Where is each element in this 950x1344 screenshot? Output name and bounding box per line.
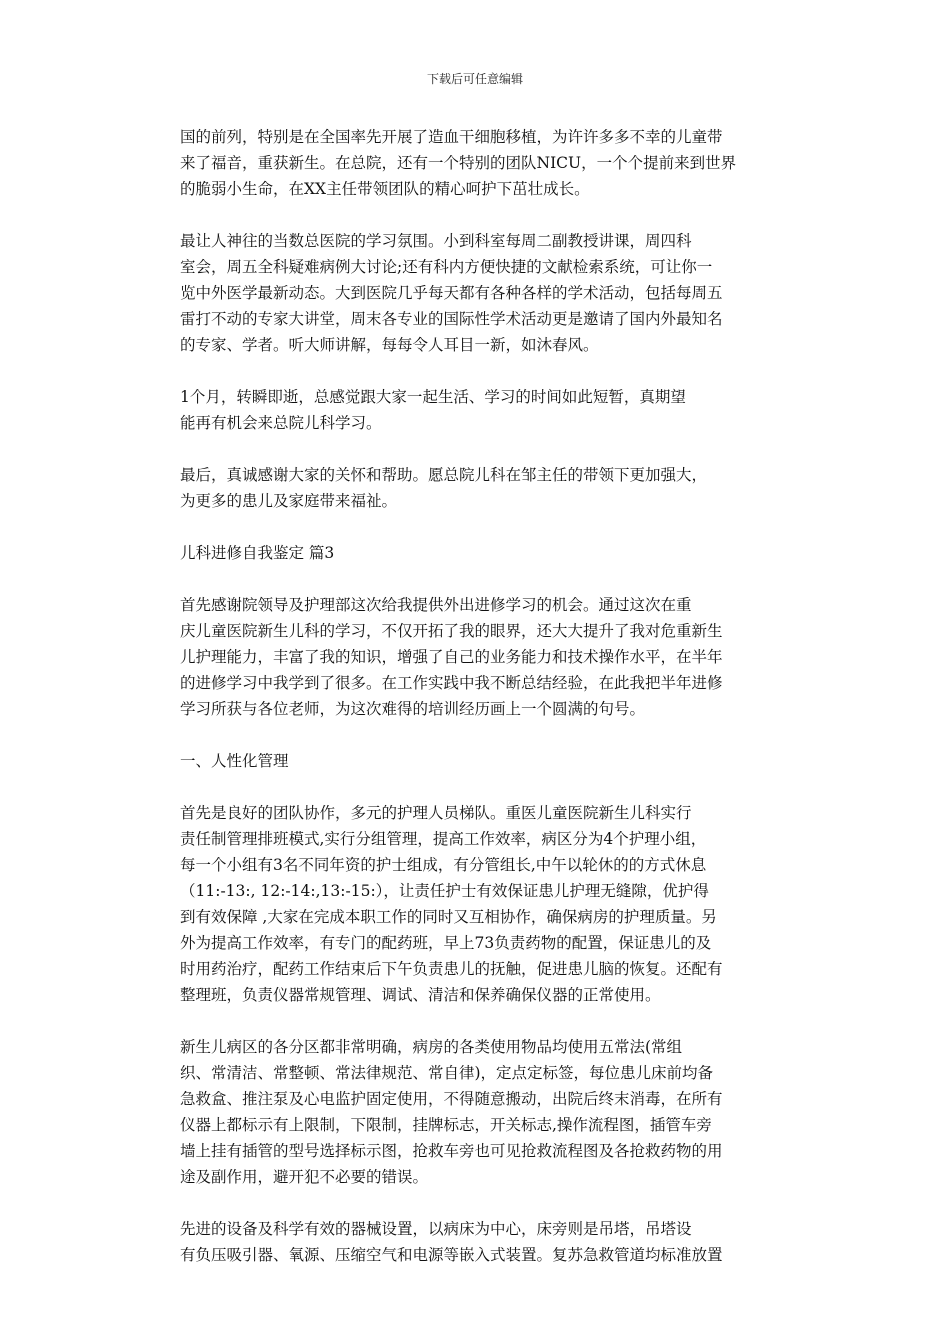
paragraph-line: 庆儿童医院新生儿科的学习，不仅开拓了我的眼界，还大大提升了我对危重新生 [180,622,723,640]
paragraph-line: 儿护理能力，丰富了我的知识，增强了自己的业务能力和技术操作水平，在半年 [180,648,723,666]
paragraph-line: 儿科进修自我鉴定 篇3 [180,544,335,562]
page-header: 下载后可任意编辑 [426,72,523,86]
paragraph-line: 最后，真诚感谢大家的关怀和帮助。愿总院儿科在邹主任的带领下更加强大， [180,466,708,484]
paragraph-line: 一、人性化管理 [180,752,289,770]
paragraph [180,800,772,1008]
paragraph-line: 学习所获与各位老师，为这次难得的培训经历画上一个圆满的句号。 [180,700,646,718]
paragraph-line: 外为提高工作效率，有专门的配药班，早上73负责药物的配置，保证患儿的及 [180,934,712,952]
paragraph-line: 最让人神往的当数总医院的学习氛围。小到科室每周二副教授讲课，周四科 [180,232,692,250]
paragraph-line: 首先感谢院领导及护理部这次给我提供外出进修学习的机会。通过这次在重 [180,596,692,614]
paragraph [180,748,772,774]
paragraph [180,1216,772,1268]
paragraph-line: 织、常清洁、常整顿、常法律规范、常自律)，定点定标签，每位患儿床前均备 [180,1064,714,1082]
paragraph-line: （11:-13:, 12:-14:,13:-15:），让责任护士有效保证患儿护理无缝隙，优护得 [180,882,709,900]
document-body [180,124,772,1294]
paragraph [180,1034,772,1190]
paragraph-line: 能再有机会来总院儿科学习。 [180,414,382,432]
paragraph-line: 急救盒、推注泵及心电监护固定使用，不得随意搬动，出院后终末消毒，在所有 [180,1090,723,1108]
paragraph-line: 每一个小组有3名不同年资的护士组成，有分管组长,中午以轮休的的方式休息 [180,856,707,874]
paragraph [180,462,772,514]
paragraph-line: 仪器上都标示有上限制，下限制，挂牌标志，开关标志,操作流程图，插管车旁 [180,1116,712,1134]
paragraph [180,124,772,202]
paragraph-line: 有负压吸引器、氧源、压缩空气和电源等嵌入式装置。复苏急救管道均标准放置 [180,1246,723,1264]
paragraph-line: 室会，周五全科疑难病例大讨论;还有科内方便快捷的文献检索系统，可让你一 [180,258,713,276]
paragraph-line: 首先是良好的团队协作，多元的护理人员梯队。重医儿童医院新生儿科实行 [180,804,692,822]
paragraph-line: 时用药治疗，配药工作结束后下午负责患儿的抚触，促进患儿脑的恢复。还配有 [180,960,723,978]
paragraph-line: 1个月，转瞬即逝，总感觉跟大家一起生活、学习的时间如此短暂，真期望 [180,388,686,406]
paragraph-line: 责任制管理排班模式,实行分组管理，提高工作效率，病区分为4个护理小组， [180,830,707,848]
paragraph-line: 为更多的患儿及家庭带来福祉。 [180,492,398,510]
paragraph-line: 到有效保障 ,大家在完成本职工作的同时又互相协作，确保病房的护理质量。另 [180,908,717,926]
paragraph-line: 雷打不动的专家大讲堂，周末各专业的国际性学术活动更是邀请了国内外最知名 [180,310,723,328]
paragraph-line: 新生儿病区的各分区都非常明确，病房的各类使用物品均使用五常法(常组 [180,1038,683,1056]
paragraph-line: 来了福音，重获新生。在总院，还有一个特别的团队NICU，一个个提前来到世界 [180,154,737,172]
paragraph-line: 整理班，负责仪器常规管理、调试、清洁和保养确保仪器的正常使用。 [180,986,661,1004]
paragraph-line: 国的前列，特别是在全国率先开展了造血干细胞移植，为许许多多不幸的儿童带 [180,128,723,146]
paragraph-line: 墙上挂有插管的型号选择标示图，抢救车旁也可见抢救流程图及各抢救药物的用 [180,1142,723,1160]
paragraph-line: 先进的设备及科学有效的器械设置，以病床为中心，床旁则是吊塔，吊塔设 [180,1220,692,1238]
paragraph-line: 的脆弱小生命，在XX主任带领团队的精心呵护下茁壮成长。 [180,180,590,198]
paragraph-line: 的专家、学者。听大师讲解，每每令人耳目一新，如沐春风。 [180,336,599,354]
paragraph [180,228,772,358]
paragraph [180,384,772,436]
paragraph [180,540,772,566]
paragraph-line: 的进修学习中我学到了很多。在工作实践中我不断总结经验，在此我把半年进修 [180,674,723,692]
paragraph-line: 途及副作用，避开犯不必要的错误。 [180,1168,429,1186]
paragraph [180,592,772,722]
paragraph-line: 览中外医学最新动态。大到医院几乎每天都有各种各样的学术活动，包括每周五 [180,284,723,302]
